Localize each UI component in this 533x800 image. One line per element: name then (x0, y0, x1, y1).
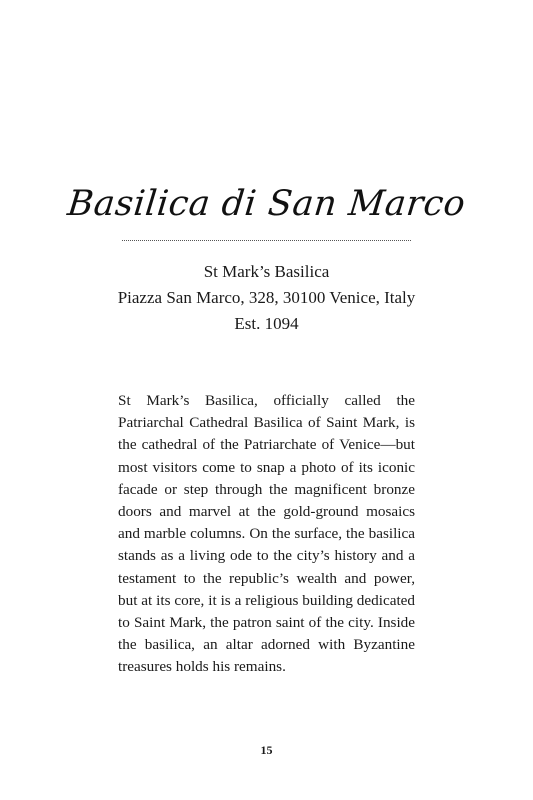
title-divider (122, 240, 411, 241)
description-paragraph: St Mark’s Basilica, officially called the Patriarchal Cathedral Basilica of Saint Mark, is the cathedral of the Patriarchate of Venice—but most visitors come to snap a photo of its iconic facade or step through the magnificent bronze doors and marvel at the gold-ground mosaics and marble columns. On the surface, the basilica stands as a living ode to the city’s history and a testament to the republic’s wealth and power, but at its core, it is a religious building dedicated to Saint Mark, the patron saint of the city. Inside the basilica, an altar adorned with Byzantine treasures holds his remains. (118, 392, 415, 676)
place-name: St Mark’s Basilica (203, 262, 330, 281)
page-title: Basilica di San Marco (65, 184, 468, 224)
place-established: Est. 1094 (234, 314, 299, 333)
place-info (0, 259, 533, 337)
page-number: 15 (260, 743, 273, 757)
place-address: Piazza San Marco, 328, 30100 Venice, Italy (117, 288, 416, 307)
